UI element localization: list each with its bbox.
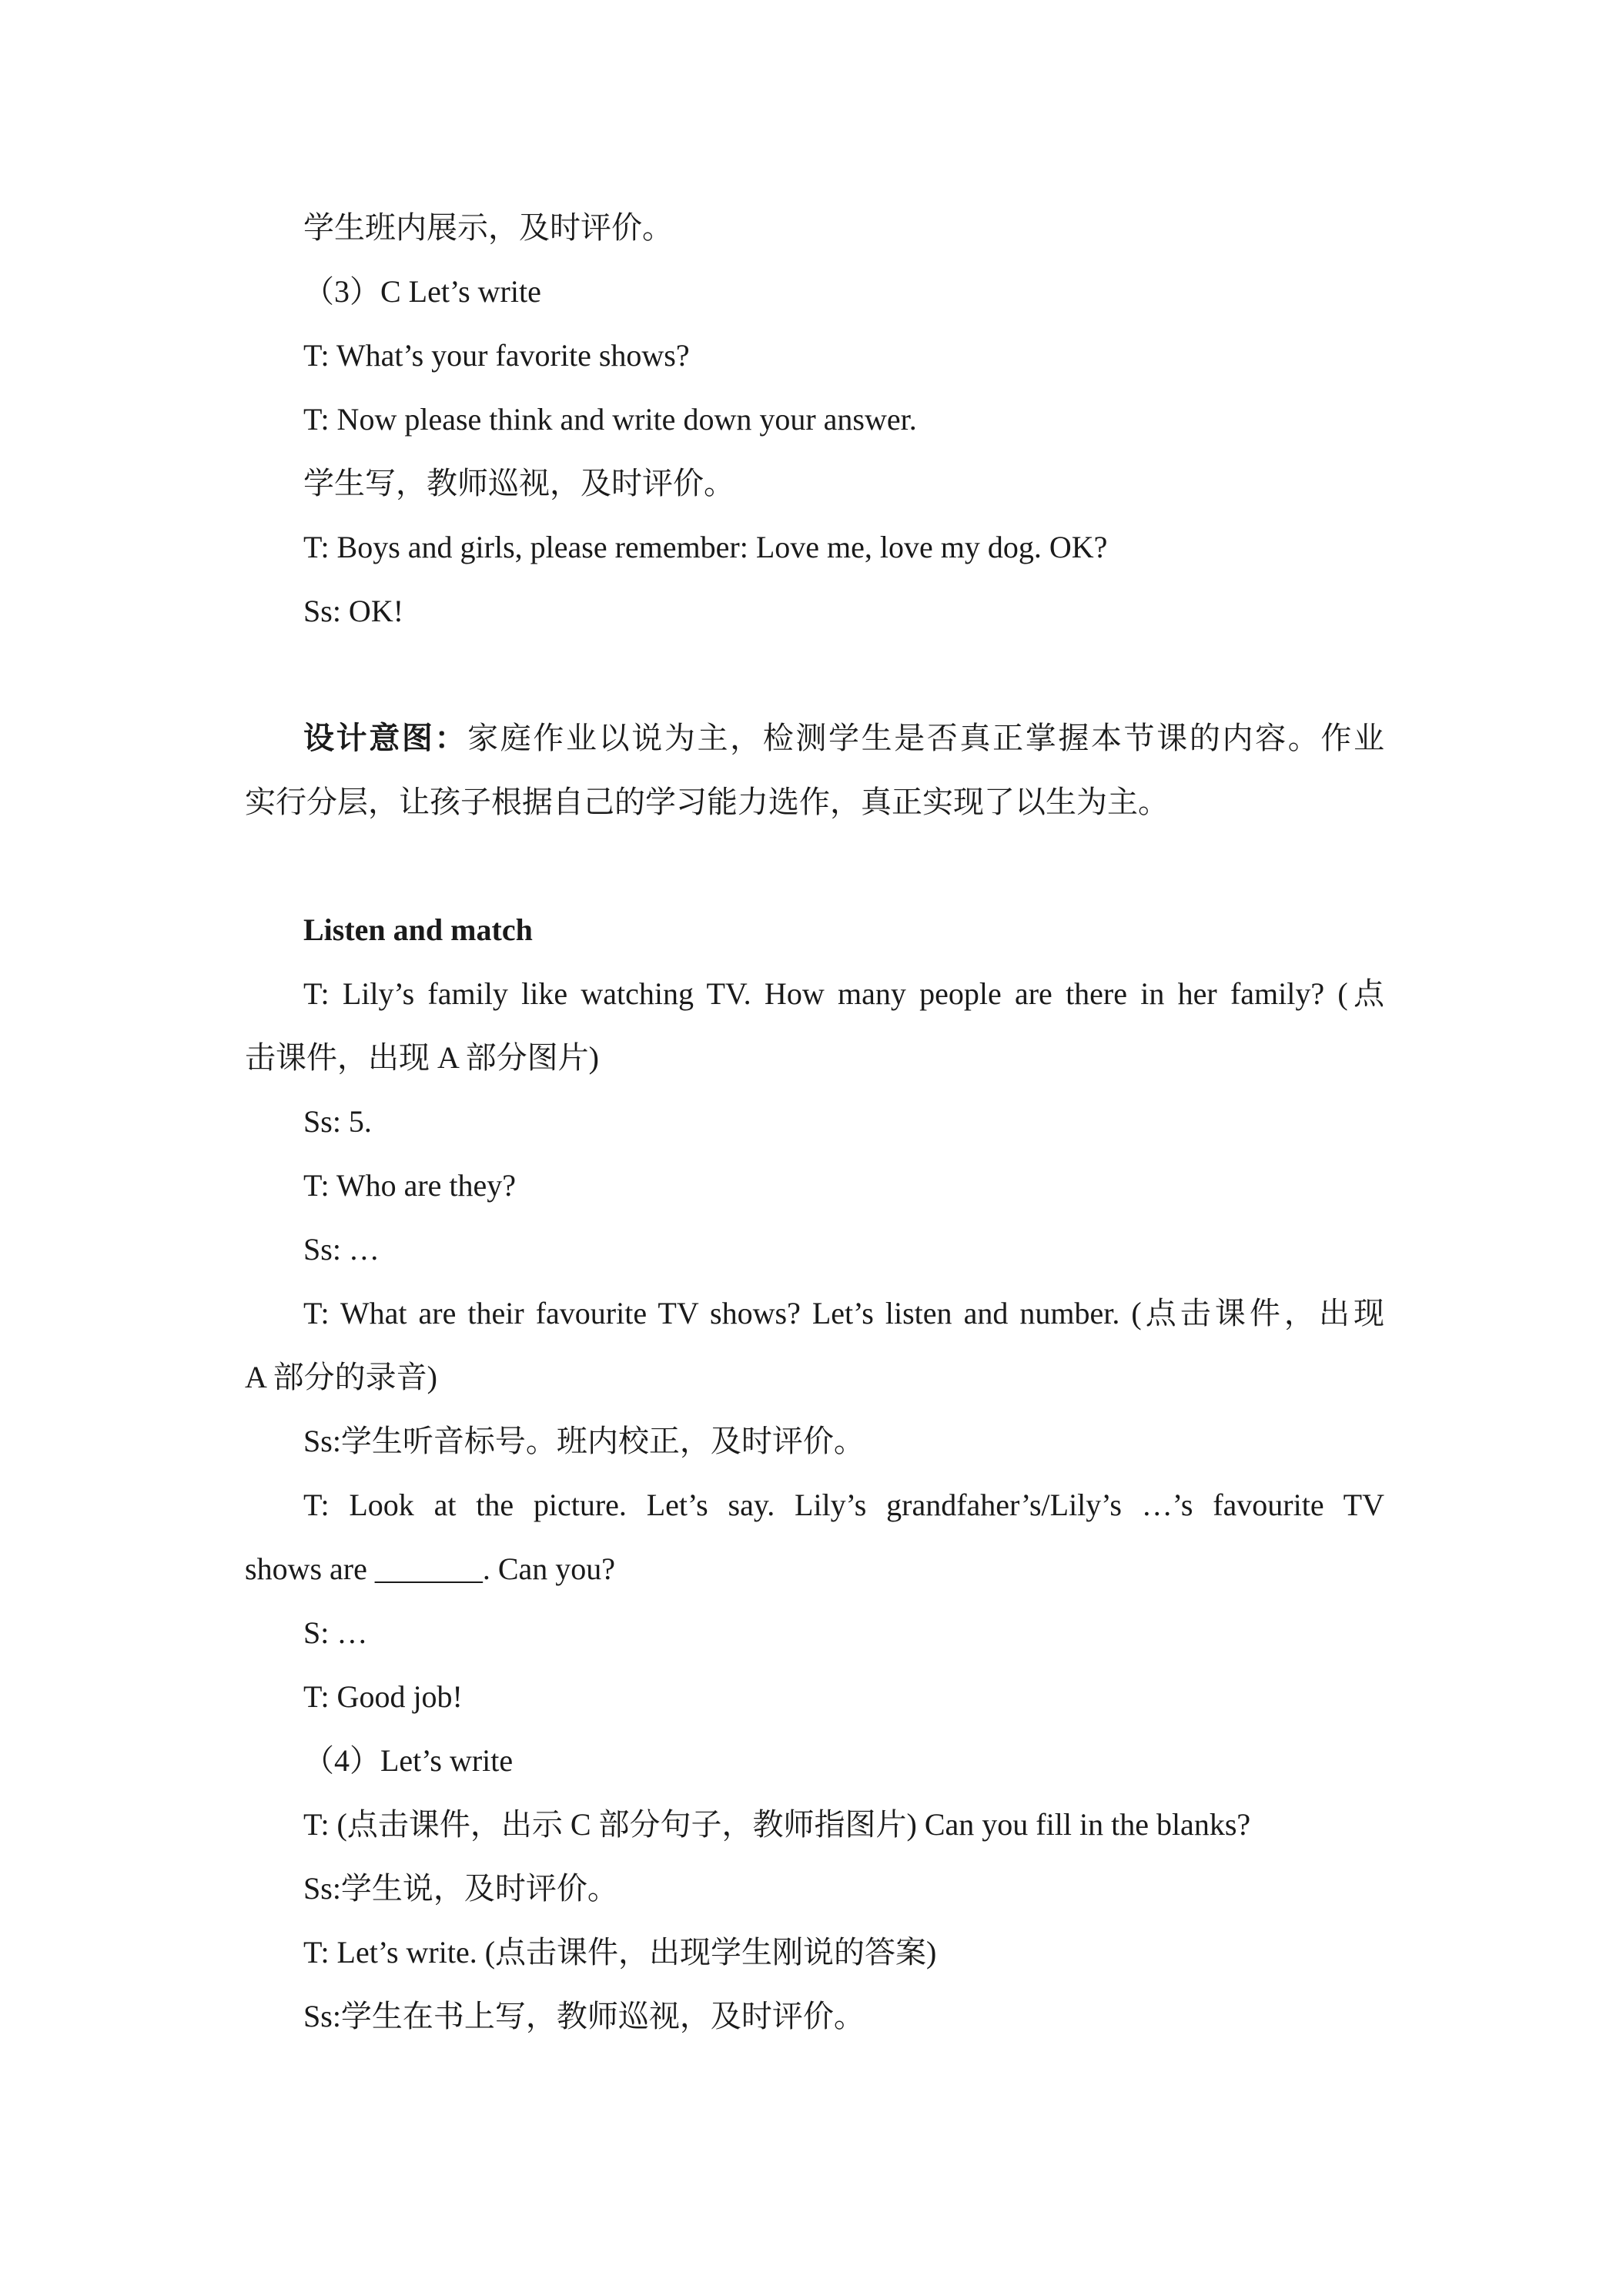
paragraph-line: T: Good job! xyxy=(303,1679,463,1714)
design-intent-paragraph xyxy=(303,718,1384,758)
paragraph-line: Ss: 5. xyxy=(303,1104,372,1139)
paragraph-line: T: Lily’s family like watching TV. How many people are there in her family? (点 xyxy=(303,976,1384,1011)
paragraph-line: T: What are their favourite TV shows? Let’s listen and number. (点击课件，出现 xyxy=(303,1296,1384,1330)
paragraph-line: Ss:学生说，及时评价。 xyxy=(303,1871,618,1906)
paragraph-line: Ss:学生听音标号。班内校正，及时评价。 xyxy=(303,1424,865,1458)
design-intent-continuation: 实行分层，让孩子根据自己的学习能力选作，真正实现了以生为主。 xyxy=(245,785,1169,819)
section-heading-c-lets-write: （3）C Let’s write xyxy=(303,274,541,309)
paragraph-line: 学生班内展示，及时评价。 xyxy=(303,210,673,245)
section-heading-listen-and-match: Listen and match xyxy=(303,912,533,947)
design-intent-text: 家庭作业以说为主，检测学生是否真正掌握本节课的内容。作业 xyxy=(467,721,1384,755)
paragraph-line: T: Now please think and write down your answer. xyxy=(303,402,917,437)
paragraph-line: T: Boys and girls, please remember: Love me, love my dog. OK? xyxy=(303,530,1108,564)
paragraph-line: S: … xyxy=(303,1615,368,1650)
paragraph-line: T: (点击课件，出示 C 部分句子，教师指图片) Can you fill in the blanks? xyxy=(303,1807,1251,1842)
paragraph-line: T: Look at the picture. Let’s say. Lily’s grandfaher’s/Lily’s …’s favourite TV xyxy=(303,1488,1384,1522)
paragraph-line: T: What’s your favorite shows? xyxy=(303,338,690,373)
paragraph-line: Ss: OK! xyxy=(303,594,404,628)
paragraph-line: A 部分的录音) xyxy=(245,1360,437,1394)
paragraph-line: shows are _______. Can you? xyxy=(245,1551,616,1586)
paragraph-line: T: Let’s write. (点击课件，出现学生刚说的答案) xyxy=(303,1935,937,1970)
paragraph-line: 学生写，教师巡视，及时评价。 xyxy=(303,466,735,500)
paragraph-line: T: Who are they? xyxy=(303,1168,517,1203)
paragraph-line: Ss: … xyxy=(303,1232,380,1267)
design-intent-label: 设计意图： xyxy=(303,721,468,755)
section-heading-lets-write: （4）Let’s write xyxy=(303,1743,514,1778)
paragraph-line: 击课件，出现 A 部分图片) xyxy=(245,1040,599,1075)
paragraph-line: Ss:学生在书上写，教师巡视，及时评价。 xyxy=(303,1999,865,2033)
